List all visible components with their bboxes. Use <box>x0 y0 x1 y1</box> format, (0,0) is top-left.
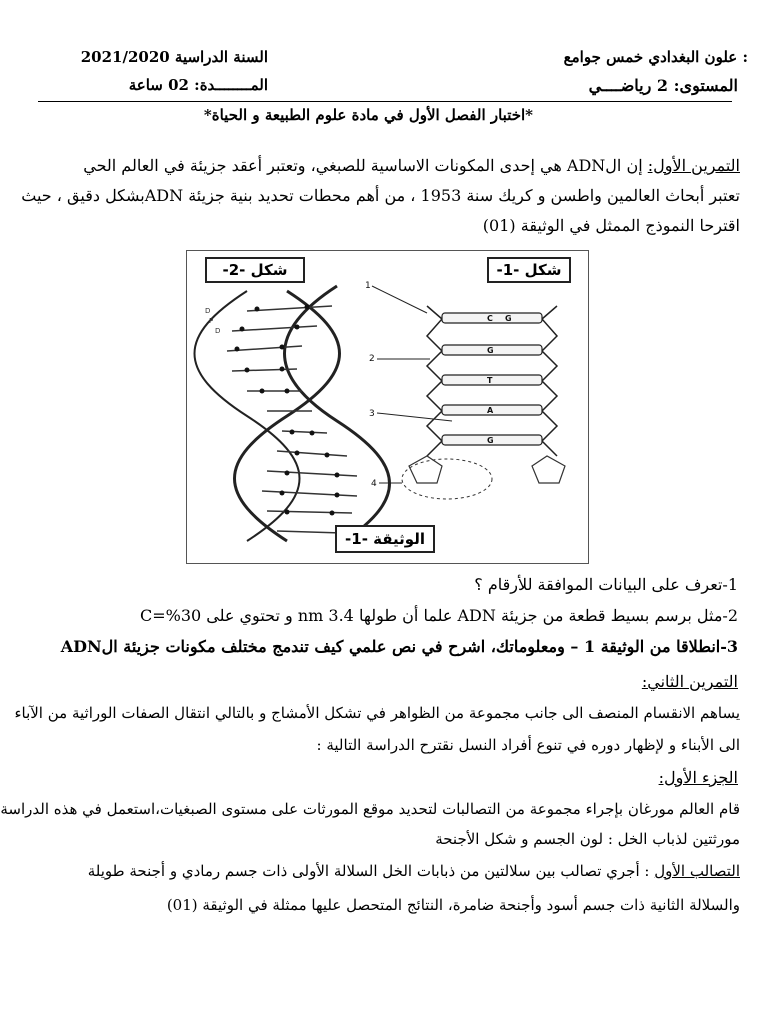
exercise1-text-line3: اقترحا النموذج الممثل في الوثيقة (01) <box>482 216 740 235</box>
exam-title: *اختبار الفصل الأول في مادة علوم الطبيعة و الحياة* <box>203 106 533 124</box>
shape2-label: شكل -2- <box>205 257 305 283</box>
cross1-line <box>88 862 740 880</box>
marker-1: 1 <box>365 281 371 291</box>
duration: المــــــــدة: 02 ساعة <box>128 76 268 94</box>
svg-text:D: D <box>205 307 211 315</box>
dna-diagram <box>187 251 588 563</box>
part1-text-line1: قام العالم مورغان بإجراء مجموعة من التصالبات لتحديد موقع المورثات على مستوى الصبغيات،استعمل في هذه الدراسة <box>0 800 740 818</box>
double-helix-illustration <box>195 286 390 546</box>
exercise2-heading: التمرين الثاني: <box>641 672 738 691</box>
level: المستوى: 2 رياضــــي <box>588 76 738 95</box>
school-year: السنة الدراسية 2021/2020 <box>80 48 268 66</box>
cross1-text-line2: والسلالة الثانية ذات جسم أسود وأجنحة ضامرة، النتائج المتحصل عليها ممثلة في الوثيقة (01) <box>166 896 740 914</box>
svg-text:G: G <box>505 314 512 323</box>
header-divider <box>38 101 732 102</box>
question-3: 3-انطلاقا من الوثيقة 1 – ومعلوماتك، اشرح في نص علمي كيف تندمج مختلف مكونات جزيئة الADN <box>60 637 738 656</box>
exercise2-text-line1: يساهم الانقسام المنصف الى جانب مجموعة من الظواهر في تشكل الأمشاج و بالتالي انتقال الصفات الوراثية من الآباء <box>14 704 740 722</box>
part1-heading: الجزء الأول: <box>658 768 738 787</box>
exercise1-text-line1: إن الADN هي إحدى المكونات الاساسية للصبغي، وتعتبر أعقد جزيئة في العالم الحي <box>83 156 643 175</box>
part1-text-line2: مورثتين لذباب الخل : لون الجسم و شكل الأجنحة <box>435 830 740 848</box>
exercise1-paragraph-line1 <box>83 156 740 175</box>
base-label: G <box>487 436 494 445</box>
svg-text:D: D <box>215 327 221 335</box>
pointer-numbers <box>365 281 377 489</box>
question-2: 2-مثل برسم بسيط قطعة من جزيئة ADN علما أن طولها 3.4 nm و تحتوي على 30%=C <box>139 606 738 625</box>
shape1-label: شكل -1- <box>487 257 571 283</box>
svg-text:P: P <box>209 317 214 325</box>
marker-2: 2 <box>369 354 375 364</box>
exercise1-text-line2: تعتبر أبحاث العالمين واطسن و كريك سنة 1953 ، من أهم محطات تحديد بنية جزيئة ADNبشكل دقيق ، حيث <box>21 186 740 205</box>
exercise1-heading: التمرين الأول: <box>647 156 740 175</box>
document1-figure <box>186 250 589 564</box>
question-1: 1-تعرف على البيانات الموافقة للأرقام ؟ <box>474 575 738 594</box>
base-label: T <box>487 376 493 385</box>
pointer-lines <box>372 286 452 483</box>
base-label: G <box>487 346 494 355</box>
base-label: C <box>487 314 493 323</box>
marker-3: 3 <box>369 409 375 419</box>
cross1-heading: التصالب الأول <box>654 862 740 880</box>
cross1-text: : أجري تصالب بين سلالتين من ذبابات الخل السلالة الأولى ذات جسم رمادي و أجنحة طويلة <box>87 862 655 880</box>
helix-small-letters <box>205 307 220 335</box>
teacher-name: : علون البغدادي خمس جوامع <box>563 48 748 66</box>
exercise2-text-line2: الى الأبناء و لإظهار دوره في تنوع أفراد النسل نقترح الدراسة التالية : <box>316 736 740 754</box>
base-label: A <box>487 406 494 415</box>
document1-label: الوثيقة -1- <box>335 525 435 553</box>
marker-4: 4 <box>371 479 377 489</box>
